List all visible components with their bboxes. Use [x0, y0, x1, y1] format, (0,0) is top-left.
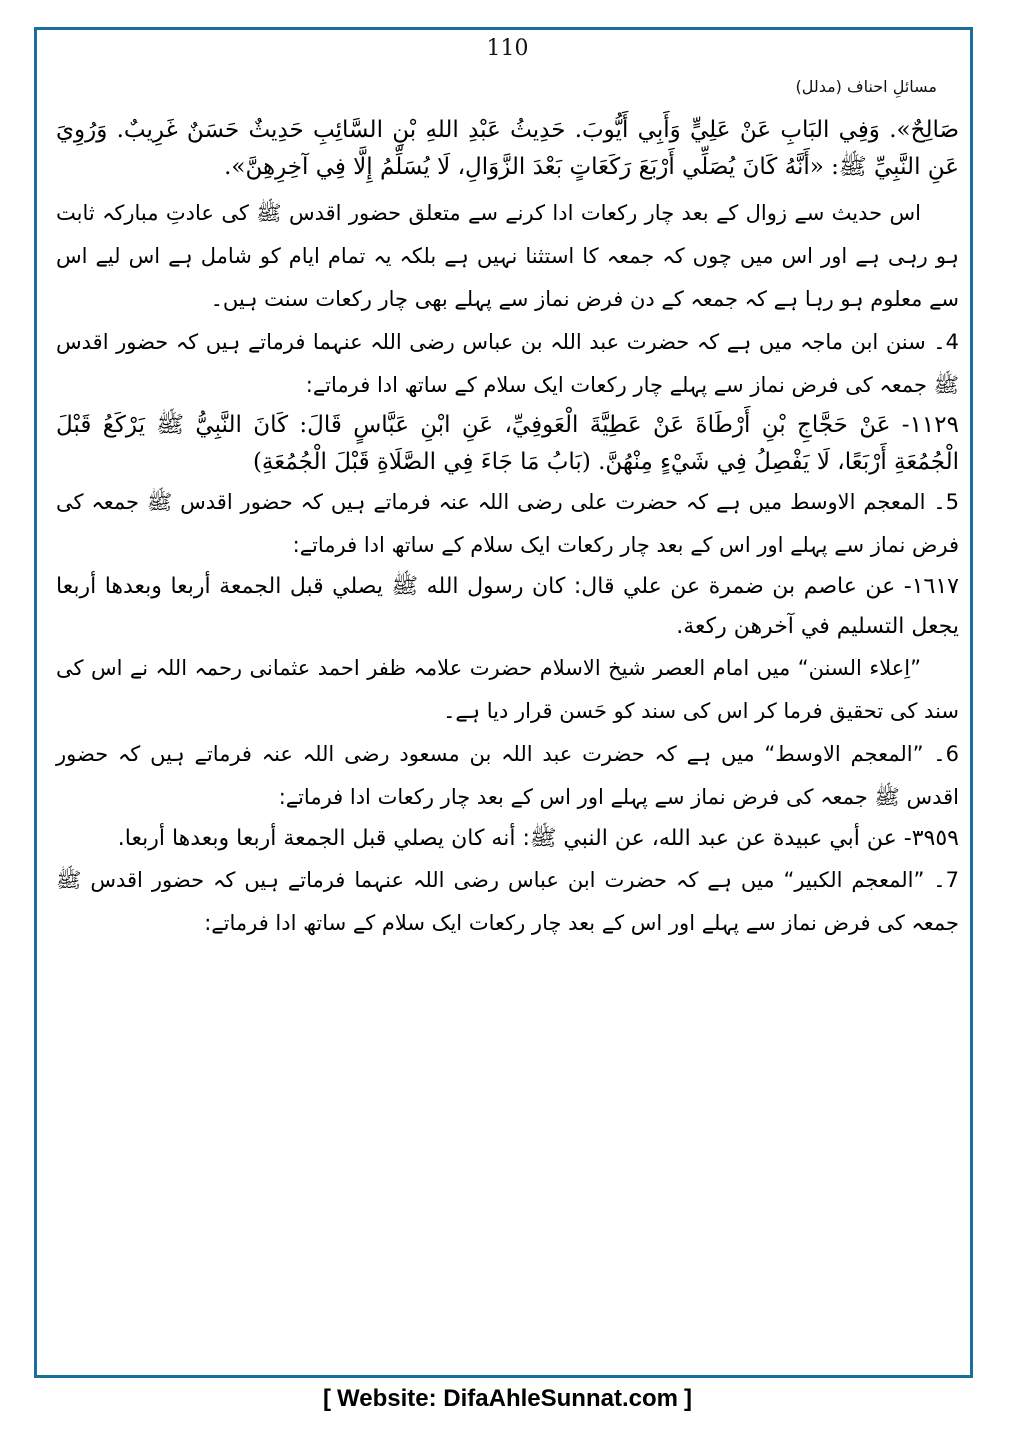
urdu-point-5: 5۔ المعجم الاوسط میں ہے کہ حضرت علی رضی اللہ عنہ فرماتے ہیں کہ حضور اقدس ﷺ جمعہ کی فرض نماز سے پہلے اور اس کے بعد چار رکعات ایک سلام کے ساتھ ادا فرماتے: — [56, 490, 959, 557]
website-footer — [0, 1385, 1015, 1413]
arabic-hadith-tirmidhi: صَالِحٌ». وَفِي البَابِ عَنْ عَلِيٍّ وَأَبِي أَيُّوبَ. حَدِيثُ عَبْدِ اللهِ بْنِ السَّائِبِ حَدِيثٌ حَسَنٌ غَرِيبٌ. وَرُوِيَ عَنِ النَّبِيِّ ﷺ: «أَنَّهُ كَانَ يُصَلِّي أَرْبَعَ رَكَعَاتٍ بَعْدَ الزَّوَالِ، لَا يُسَلِّمُ إِلَّا فِي آخِرِهِنَّ». — [56, 117, 959, 180]
urdu-point-4: 4۔ سنن ابن ماجہ میں ہے کہ حضرت عبد اللہ بن عباس رضی اللہ عنہما فرماتے ہیں کہ حضور اقدس ﷺ جمعہ کی فرض نماز سے پہلے چار رکعات ایک سلام کے ساتھ ادا فرماتے: — [56, 330, 959, 397]
footer-open-bracket: [ — [323, 1385, 332, 1412]
arabic-hadith-awsat-ibn-masud: ٣٩٥٩- عن أبي عبيدة عن عبد الله، عن النبي ﷺ: أنه كان يصلي قبل الجمعة أربعا وبعدها أربعا. — [117, 826, 959, 851]
footer-close-bracket: ] — [683, 1385, 692, 1412]
footer-website-text: Website: DifaAhleSunnat.com — [337, 1385, 678, 1412]
arabic-hadith-ibn-majah: ١١٢٩- عَنْ حَجَّاجِ بْنِ أَرْطَاةَ عَنْ عَطِيَّةَ الْعَوفِيِّ، عَنِ ابْنِ عَبَّاسٍ قَالَ: كَانَ النَّبِيُّ ﷺ يَرْكَعُ قَبْلَ الْجُمُعَةِ أَرْبَعًا، لَا يَفْصِلُ فِي شَيْءٍ مِنْهُنَّ. (بَابُ مَا جَاءَ فِي الصَّلَاةِ قَبْلَ الْجُمُعَةِ) — [56, 412, 959, 475]
urdu-point-6: 6۔ ”المعجم الاوسط“ میں ہے کہ حضرت عبد اللہ بن مسعود رضی اللہ عنہ فرماتے ہیں کہ حضور اقدس ﷺ جمعہ کی فرض نماز سے پہلے اور اس کے بعد چار رکعات ادا فرماتے: — [56, 742, 959, 809]
running-head: مسائلِ احناف (مدلل) — [795, 77, 937, 96]
urdu-explanation-paragraph: اس حدیث سے زوال کے بعد چار رکعات ادا کرنے سے متعلق حضور اقدس ﷺ کی عادتِ مبارکہ ثابت ہو رہی ہے اور اس میں چوں کہ جمعہ کا استثنا نہیں ہے بلکہ یہ تمام ایام کو شامل ہے اس لیے اس سے معلوم ہو رہا ہے کہ جمعہ کے دن فرض نماز سے پہلے بھی چار رکعات سنت ہیں۔ — [56, 201, 959, 311]
urdu-point-7: 7۔ ”المعجم الکبیر“ میں ہے کہ حضرت ابن عباس رضی اللہ عنہما فرماتے ہیں کہ حضور اقدس ﷺ جمعہ کی فرض نماز سے پہلے اور اس کے بعد چار رکعات ایک سلام کے ساتھ ادا فرماتے: — [56, 868, 959, 935]
urdu-ila-us-sunan-note: ”اِعلاء السنن“ میں امام العصر شیخ الاسلام حضرت علامہ ظفر احمد عثمانی رحمہ اللہ نے اس کی سند کی تحقیق فرما کر اس کی سند کو حَسن قرار دیا ہے۔ — [56, 656, 959, 723]
arabic-hadith-awsat-ali: ١٦١٧- عن عاصم بن ضمرة عن علي قال: كان رسول الله ﷺ يصلي قبل الجمعة أربعا وبعدها أربعا يجعل التسليم في آخرهن ركعة. — [56, 574, 959, 639]
page-number: 110 — [486, 36, 529, 61]
page-body — [56, 112, 959, 945]
